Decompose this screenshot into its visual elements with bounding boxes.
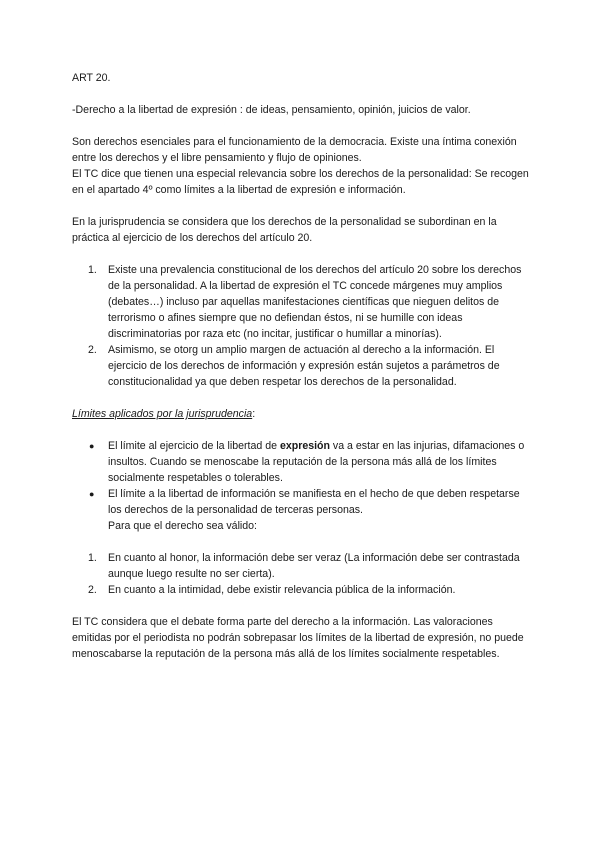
paragraph-tc-relevance: El TC dice que tienen una especial relevancia sobre los derechos de la personalidad: Se recogen en el apartado 4º como límites a la libertad de expresión e información. [72,168,529,196]
numbered-list-prevalence [72,262,532,390]
list-marker: 2. [88,344,97,356]
list-item [72,550,532,582]
bullet-text-bold: expresión [279,440,330,452]
bullet-text: El límite a la libertad de información se manifiesta en el hecho de que deben respetarse los derechos de la personalidad de terceras personas. [108,488,520,516]
list-item-text: En cuanto a la intimidad, debe existir relevancia pública de la información. [108,584,456,596]
bullet-icon: ● [89,489,95,499]
list-item-text: En cuanto al honor, la información debe ser veraz (La información debe ser contrastada aunque luego resulte no ser cierta). [108,552,520,580]
article-title: ART 20. [72,72,111,84]
bullet-icon: ● [89,441,95,451]
list-item [72,438,532,486]
list-item [72,342,532,390]
document-page [72,70,532,662]
bullet-text-after: va a estar en las injurias, difamaciones o insultos. Cuando se menoscabe la reputación de la persona más allá de los límites socialmente respetables o tolerables. [108,440,525,484]
list-item-text: Asimismo, se otorg un amplio margen de actuación al derecho a la información. El ejercicio de los derechos de información y expresión están sujetos a parámetros de constitucionalidad ya que deben respetar los derechos de la personalidad. [108,344,500,388]
bullet-list-limits [72,438,532,518]
list-item [72,262,532,342]
list-item [72,582,532,598]
limits-heading-line [72,406,532,422]
paragraph-jurisprudence: En la jurisprudencia se considera que los derechos de la personalidad se subordinan en la práctica al ejercicio de los derechos del artículo 20. [72,216,497,244]
numbered-list-validity [72,550,532,598]
list-marker: 2. [88,584,97,596]
closing-paragraph: El TC considera que el debate forma parte del derecho a la información. Las valoraciones emitidas por el periodista no podrán sobrepasar los límites de la libertad de expresión, no puede menoscabarse la reputación de la persona más allá de los límites socialmente respetables. [72,616,524,660]
bullet-text-before: El límite al ejercicio de la libertad de [108,440,280,452]
paragraph-democracy: Son derechos esenciales para el funcionamiento de la democracia. Existe una íntima conexión entre los derechos y el libre pensamiento y flujo de opiniones. [72,136,517,164]
limits-heading: Límites aplicados por la jurisprudencia [72,408,253,420]
list-item-text: Existe una prevalencia constitucional de los derechos del artículo 20 sobre los derechos de la personalidad. A la libertad de expresión el TC concede márgenes muy amplios (debates…) incluso par aquellas manifestaciones científicas que nieguen delitos de terrorismo o afines siempre que no defiendan éstos, ni se humille con ideas discriminatorias por raza etc (no incitar, justificar o humillar a minorías). [108,264,522,340]
list-item [72,486,532,518]
list-marker: 1. [88,264,97,276]
list-marker: 1. [88,552,97,564]
limits-heading-colon: : [252,408,256,420]
validity-note: Para que el derecho sea válido: [108,520,258,532]
intro-line: -Derecho a la libertad de expresión : de ideas, pensamiento, opinión, juicios de valor. [72,104,471,116]
